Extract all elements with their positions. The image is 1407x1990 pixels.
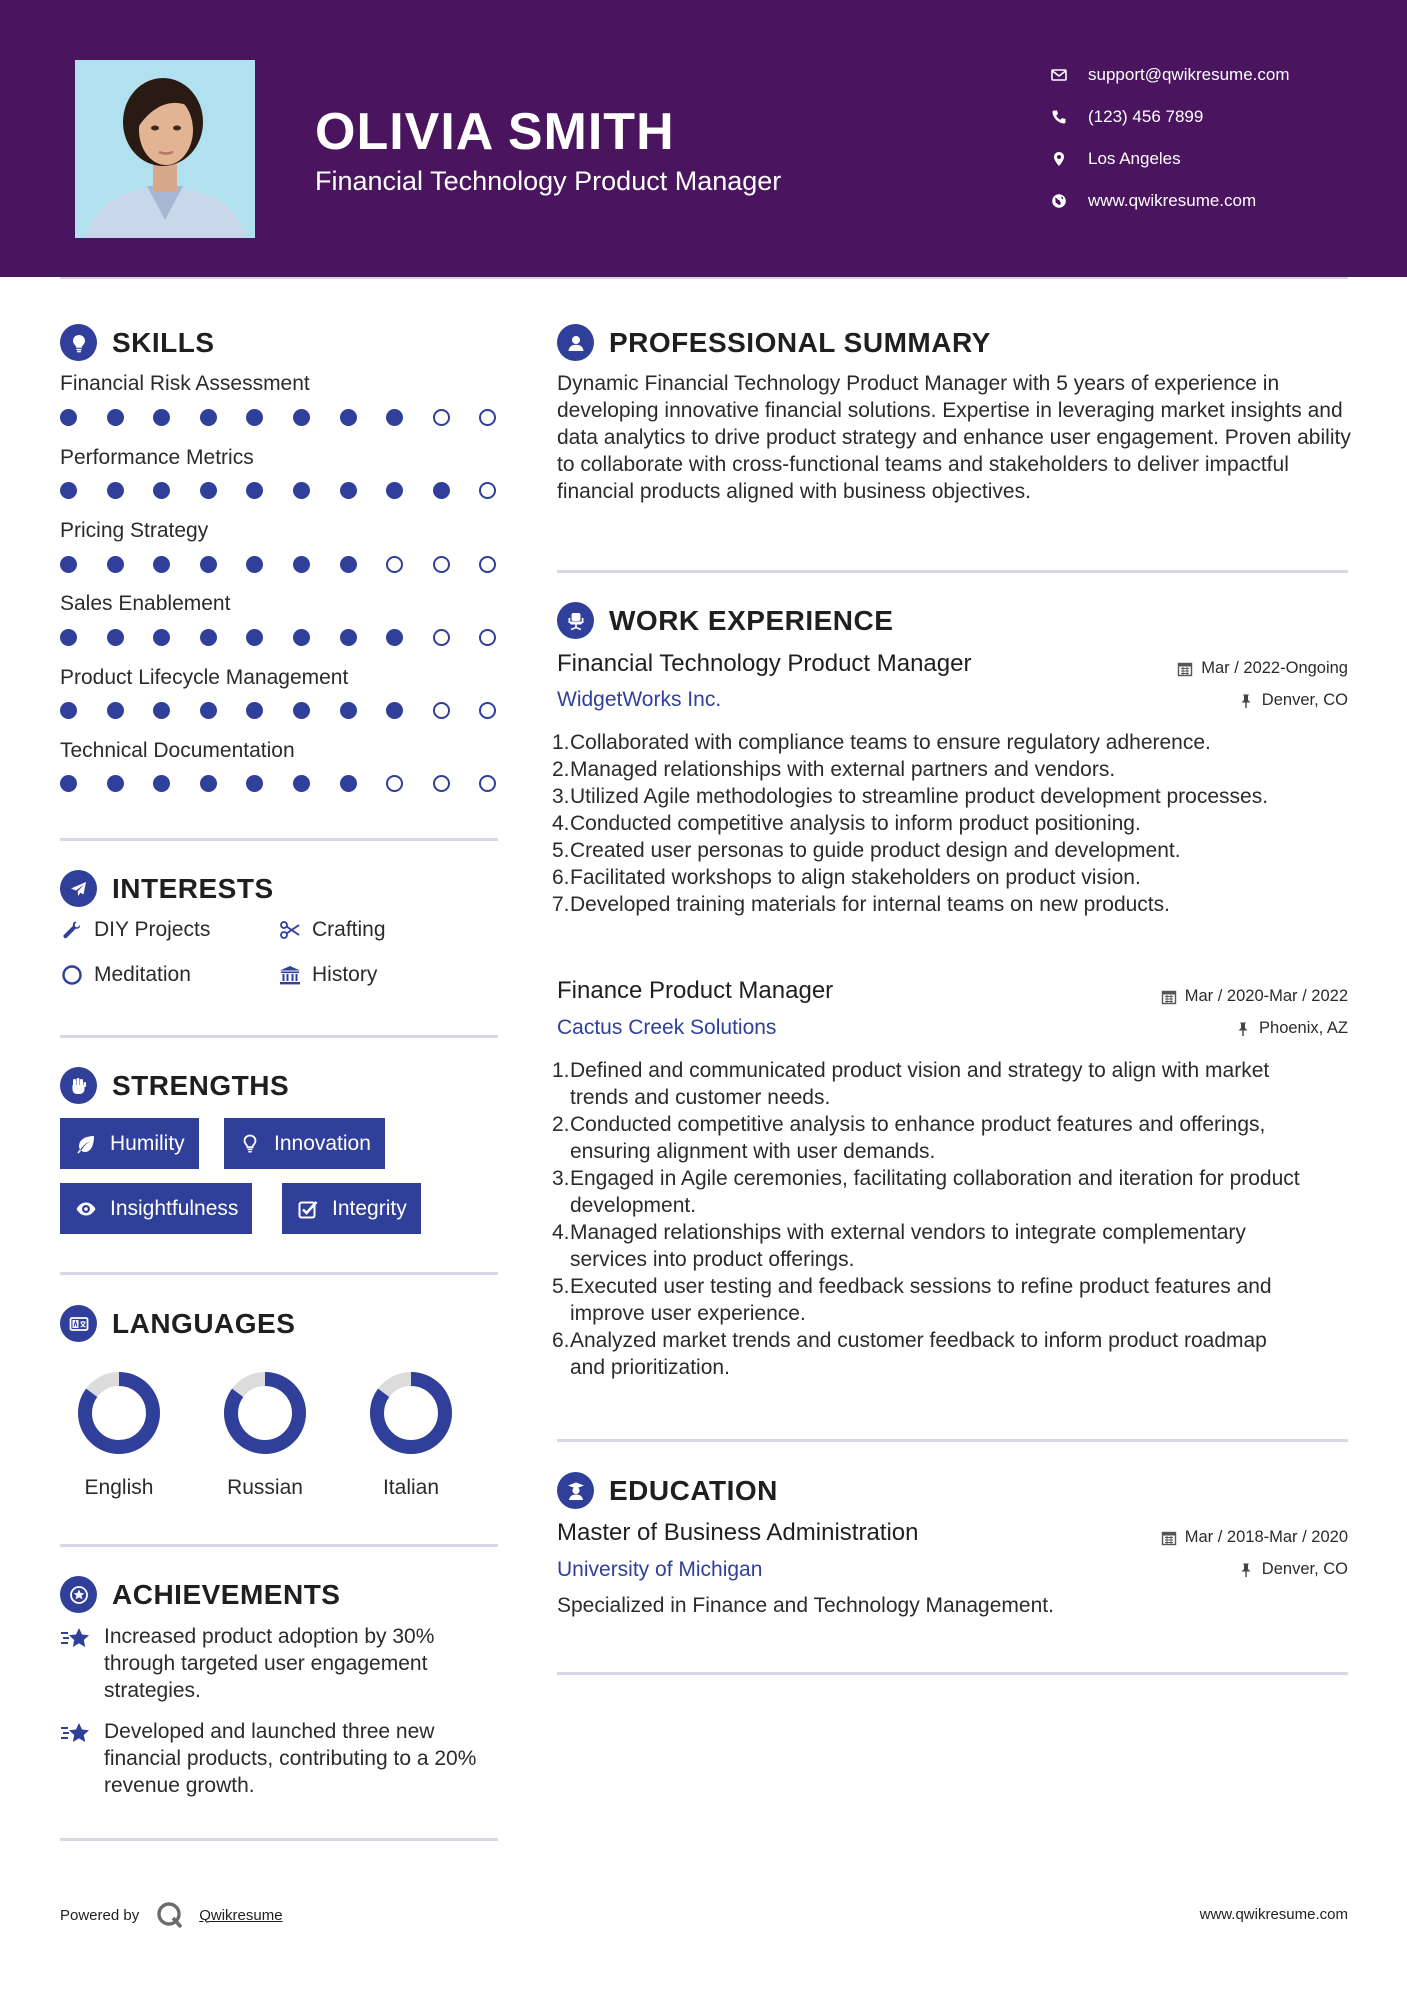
- job-location: [1238, 691, 1348, 710]
- contact-list: [1050, 54, 1290, 222]
- summary-text: Dynamic Financial Technology Product Manager with 5 years of experience in developing innovative financial solutions. Expertise in leveraging market insights and data analytics to drive product strategy and enhance user engagement. Proven ability to collaborate with cross-functional teams and stakeholders to deliver impactful financial products aligned with business objectives.: [557, 372, 1351, 503]
- rating-dot-filled: [153, 629, 170, 646]
- rating-dot-filled: [386, 482, 403, 499]
- strength-label: Innovation: [274, 1131, 371, 1155]
- job-bullet-text: Facilitated workshops to align stakeholders on product vision.: [570, 866, 1141, 889]
- rating-dot-filled: [386, 409, 403, 426]
- rating-dot-filled: [200, 775, 217, 792]
- interest-label: Crafting: [312, 918, 386, 941]
- rating-dot-filled: [107, 775, 124, 792]
- job-bullet: 4. Conducted competitive analysis to inform product positioning.: [552, 812, 1141, 835]
- experience-heading: [557, 602, 893, 639]
- skill-name: Financial Risk Assessment: [60, 372, 310, 395]
- language-item: [64, 1370, 174, 1500]
- job-bullet-text: Conducted competitive analysis to inform product positioning.: [570, 812, 1141, 835]
- job-location: [1235, 1019, 1348, 1038]
- checkbox-icon: [296, 1197, 320, 1221]
- job-dates: [1161, 987, 1348, 1006]
- skill-rating: [60, 409, 526, 426]
- calendar-icon: [1177, 661, 1193, 677]
- lightbulb-icon: [238, 1132, 262, 1156]
- company-name: Cactus Creek Solutions: [557, 1016, 777, 1039]
- skill-rating: [60, 775, 526, 792]
- language-donut: [222, 1370, 308, 1456]
- rating-dot-filled: [153, 482, 170, 499]
- job-bullet-text: Defined and communicated product vision and strategy to align with market trends and customer needs.: [570, 1059, 1270, 1109]
- candidate-title: Financial Technology Product Manager: [315, 166, 782, 196]
- job-bullet: 1. Defined and communicated product vision and strategy to align with market trends and customer needs.: [557, 1057, 1337, 1111]
- job-bullet: 7. Developed training materials for internal teams on new products.: [552, 893, 1170, 916]
- contact-website-text: www.qwikresume.com: [1088, 191, 1257, 210]
- interest-item: [278, 918, 386, 942]
- phone-icon: [1050, 108, 1068, 126]
- rating-dot-filled: [153, 556, 170, 573]
- achievements-title: ACHIEVEMENTS: [112, 1578, 341, 1610]
- candidate-name: OLIVIA SMITH: [315, 103, 675, 161]
- header-banner: [0, 0, 1407, 277]
- job-bullets: [552, 729, 1357, 918]
- job-title: Finance Product Manager: [557, 977, 834, 1004]
- company-name: WidgetWorks Inc.: [557, 688, 722, 711]
- language-donut: [368, 1370, 454, 1456]
- languages-title: LANGUAGES: [112, 1307, 296, 1339]
- rating-dot-filled: [293, 629, 310, 646]
- education-description: Specialized in Finance and Technology Management.: [557, 1594, 1054, 1617]
- education-location: [1238, 1560, 1348, 1579]
- job-location-text: Denver, CO: [1261, 691, 1348, 709]
- job-bullet: 2. Managed relationships with external partners and vendors.: [552, 758, 1116, 781]
- rating-dot-empty: [479, 409, 496, 426]
- job-bullet-text: Conducted competitive analysis to enhance product features and offerings, ensuring alignment with user demands.: [570, 1113, 1266, 1163]
- contact-location: [1050, 138, 1290, 180]
- languages-heading: [60, 1305, 295, 1342]
- strength-tag: [60, 1118, 199, 1169]
- contact-phone-text: (123) 456 7899: [1088, 107, 1204, 126]
- rating-dot-filled: [340, 556, 357, 573]
- section-divider: [60, 1838, 498, 1841]
- rating-dot-filled: [200, 702, 217, 719]
- star-badge-icon: [60, 1576, 97, 1613]
- leaf-icon: [74, 1132, 98, 1156]
- interest-label: Meditation: [94, 963, 191, 986]
- interest-item: [60, 963, 191, 987]
- strength-tag: [282, 1183, 421, 1234]
- rating-dot-filled: [340, 775, 357, 792]
- contact-website[interactable]: [1050, 180, 1290, 222]
- fist-icon: [60, 1067, 97, 1104]
- job-location-text: Phoenix, AZ: [1259, 1019, 1348, 1037]
- contact-email[interactable]: [1050, 54, 1290, 96]
- job-bullet: 3. Utilized Agile methodologies to streamline product development processes.: [557, 783, 1357, 810]
- job-bullets: [552, 1057, 1337, 1381]
- job-bullet: 3. Engaged in Agile ceremonies, facilitating collaboration and iteration for product development.: [557, 1165, 1337, 1219]
- job-bullet: 4. Managed relationships with external vendors to integrate complementary services into product offerings.: [557, 1219, 1337, 1273]
- rating-dot-filled: [293, 775, 310, 792]
- rating-dot-filled: [60, 482, 77, 499]
- rating-dot-filled: [293, 556, 310, 573]
- job-bullet-text: Managed relationships with external partners and vendors.: [570, 758, 1116, 781]
- rating-dot-filled: [340, 482, 357, 499]
- strengths-title: STRENGTHS: [112, 1069, 290, 1101]
- skill-rating: [60, 702, 526, 719]
- rating-dot-empty: [479, 556, 496, 573]
- rating-dot-filled: [200, 482, 217, 499]
- rating-dot-filled: [246, 775, 263, 792]
- calendar-icon: [1161, 989, 1177, 1005]
- footer-url[interactable]: www.qwikresume.com: [1199, 1906, 1348, 1923]
- rating-dot-empty: [433, 556, 450, 573]
- rating-dot-filled: [293, 702, 310, 719]
- skills-title: SKILLS: [112, 326, 215, 358]
- school-name: University of Michigan: [557, 1558, 763, 1581]
- rating-dot-filled: [153, 409, 170, 426]
- job-bullet-text: Analyzed market trends and customer feedback to inform product roadmap and prioritization.: [570, 1329, 1267, 1379]
- rating-dot-filled: [60, 556, 77, 573]
- rating-dot-filled: [293, 409, 310, 426]
- rating-dot-filled: [200, 629, 217, 646]
- language-icon: [60, 1305, 97, 1342]
- job-bullet-text: Created user personas to guide product design and development.: [570, 839, 1181, 862]
- rating-dot-empty: [433, 775, 450, 792]
- strength-tag: [60, 1183, 252, 1234]
- email-icon: [1050, 66, 1068, 84]
- job-bullet: 6. Analyzed market trends and customer feedback to inform product roadmap and prioritization.: [557, 1327, 1337, 1381]
- job-bullet-text: Utilized Agile methodologies to streamline product development processes.: [570, 785, 1269, 808]
- rating-dot-filled: [386, 629, 403, 646]
- achievement-text: Developed and launched three new financial products, contributing to a 20% revenue growth.: [104, 1720, 477, 1797]
- section-divider: [557, 1439, 1348, 1442]
- rating-dot-filled: [60, 629, 77, 646]
- office-chair-icon: [557, 602, 594, 639]
- language-name: English: [84, 1476, 154, 1499]
- interests-heading: [60, 870, 274, 907]
- wrench-icon: [60, 918, 84, 942]
- section-divider: [60, 1544, 498, 1547]
- rating-dot-filled: [107, 556, 124, 573]
- rating-dot-filled: [153, 702, 170, 719]
- interest-item: [278, 963, 377, 987]
- user-icon: [557, 324, 594, 361]
- job-dates-text: Mar / 2020-Mar / 2022: [1184, 987, 1348, 1005]
- paper-plane-icon: [60, 870, 97, 907]
- job-title: Financial Technology Product Manager: [557, 650, 972, 677]
- header-divider: [60, 277, 1348, 279]
- profile-photo: [75, 60, 255, 238]
- section-divider: [60, 838, 498, 841]
- interest-label: History: [312, 963, 378, 986]
- rating-dot-filled: [386, 702, 403, 719]
- language-item: [210, 1370, 320, 1500]
- achievement-text: Increased product adoption by 30% through targeted user engagement strategies.: [104, 1625, 435, 1702]
- education-dates: [1161, 1528, 1348, 1547]
- skill-name: Technical Documentation: [60, 739, 295, 762]
- contact-email-text: support@qwikresume.com: [1088, 65, 1290, 84]
- calendar-icon: [1161, 1530, 1177, 1546]
- rating-dot-filled: [293, 482, 310, 499]
- section-divider: [60, 1035, 498, 1038]
- language-name: Russian: [227, 1476, 303, 1499]
- job-bullet: 6. Facilitated workshops to align stakeholders on product vision.: [552, 866, 1141, 889]
- achievement-item: [60, 1718, 500, 1799]
- brand-link[interactable]: Qwikresume: [199, 1906, 283, 1924]
- skill-rating: [60, 556, 526, 573]
- achievement-item: [60, 1623, 500, 1704]
- job-bullet-text: Managed relationships with external vendors to integrate complementary services into product offerings.: [570, 1221, 1246, 1271]
- rating-dot-filled: [60, 775, 77, 792]
- interest-label: DIY Projects: [94, 918, 211, 941]
- education-heading: [557, 1472, 778, 1509]
- summary-heading: [557, 324, 991, 361]
- powered-by-text: Powered by: [60, 1906, 140, 1924]
- language-name: Italian: [382, 1476, 440, 1499]
- footer-powered-by: [60, 1900, 283, 1930]
- job-dates-text: Mar / 2022-Ongoing: [1201, 659, 1348, 677]
- contact-location-text: Los Angeles: [1088, 149, 1181, 168]
- rating-dot-filled: [107, 409, 124, 426]
- language-item: [356, 1370, 466, 1500]
- rating-dot-filled: [340, 702, 357, 719]
- skill-name: Product Lifecycle Management: [60, 666, 349, 689]
- education-location-text: Denver, CO: [1261, 1560, 1348, 1578]
- rating-dot-empty: [479, 702, 496, 719]
- job-bullet-text: Developed training materials for internal teams on new products.: [570, 893, 1170, 916]
- strengths-heading: [60, 1067, 289, 1104]
- strength-label: Integrity: [332, 1196, 407, 1220]
- rating-dot-filled: [107, 482, 124, 499]
- strength-tag: [224, 1118, 385, 1169]
- skill-name: Performance Metrics: [60, 446, 254, 469]
- achievements-heading: [60, 1576, 340, 1613]
- rating-dot-empty: [479, 629, 496, 646]
- rating-dot-filled: [107, 629, 124, 646]
- rating-dot-filled: [153, 775, 170, 792]
- skill-rating: [60, 482, 526, 499]
- education-dates-text: Mar / 2018-Mar / 2020: [1184, 1528, 1348, 1546]
- interests-title: INTERESTS: [112, 872, 274, 904]
- job-bullet: 5. Executed user testing and feedback sessions to refine product features and improve user experience.: [557, 1273, 1337, 1327]
- pin-icon: [1235, 1021, 1251, 1037]
- section-divider: [60, 1272, 498, 1275]
- rating-dot-filled: [340, 629, 357, 646]
- language-donut: [76, 1370, 162, 1456]
- rating-dot-filled: [246, 409, 263, 426]
- job-bullet: 5. Created user personas to guide product design and development.: [552, 839, 1181, 862]
- rating-dot-filled: [60, 409, 77, 426]
- summary-title: PROFESSIONAL SUMMARY: [609, 326, 991, 358]
- location-icon: [1050, 150, 1068, 168]
- rating-dot-empty: [479, 482, 496, 499]
- skill-name: Sales Enablement: [60, 592, 231, 615]
- rating-dot-filled: [60, 702, 77, 719]
- strength-label: Insightfulness: [110, 1196, 239, 1220]
- rating-dot-filled: [340, 409, 357, 426]
- rating-dot-filled: [246, 556, 263, 573]
- qwikresume-logo-icon: [155, 1900, 185, 1930]
- job-bullet: 1. Collaborated with compliance teams to ensure regulatory adherence.: [552, 731, 1211, 754]
- rating-dot-filled: [107, 702, 124, 719]
- scissors-icon: [278, 918, 302, 942]
- lightbulb-icon: [60, 324, 97, 361]
- rating-dot-filled: [200, 556, 217, 573]
- interest-item: [60, 918, 210, 942]
- skill-name: Pricing Strategy: [60, 519, 209, 542]
- job-bullet-text: Engaged in Agile ceremonies, facilitating collaboration and iteration for product development.: [570, 1167, 1300, 1217]
- rating-dot-empty: [433, 629, 450, 646]
- pin-icon: [1238, 693, 1254, 709]
- job-dates: [1177, 659, 1348, 678]
- job-bullet-text: Collaborated with compliance teams to ensure regulatory adherence.: [570, 731, 1211, 754]
- rating-dot-filled: [246, 482, 263, 499]
- job-bullet-text: Executed user testing and feedback sessions to refine product features and improve user experience.: [570, 1275, 1272, 1325]
- education-title: EDUCATION: [609, 1474, 778, 1506]
- job-bullet: 2. Conducted competitive analysis to enhance product features and offerings, ensuring alignment with user demands.: [557, 1111, 1337, 1165]
- rating-dot-empty: [433, 702, 450, 719]
- museum-icon: [278, 963, 302, 987]
- skills-heading: [60, 324, 215, 361]
- experience-title: WORK EXPERIENCE: [609, 604, 894, 636]
- skill-rating: [60, 629, 526, 646]
- star-icon: [60, 1623, 94, 1704]
- rating-dot-empty: [386, 775, 403, 792]
- pin-icon: [1238, 1562, 1254, 1578]
- strength-label: Humility: [110, 1131, 185, 1155]
- globe-icon: [1050, 192, 1068, 210]
- rating-dot-filled: [246, 629, 263, 646]
- rating-dot-empty: [479, 775, 496, 792]
- star-icon: [60, 1718, 94, 1799]
- rating-dot-empty: [386, 556, 403, 573]
- eye-icon: [74, 1197, 98, 1221]
- circle-icon: [60, 963, 84, 987]
- contact-phone[interactable]: [1050, 96, 1290, 138]
- rating-dot-filled: [200, 409, 217, 426]
- section-divider: [557, 1672, 1348, 1675]
- degree-name: Master of Business Administration: [557, 1519, 919, 1546]
- rating-dot-empty: [433, 409, 450, 426]
- section-divider: [557, 570, 1348, 573]
- graduate-icon: [557, 1472, 594, 1509]
- rating-dot-filled: [433, 482, 450, 499]
- rating-dot-filled: [246, 702, 263, 719]
